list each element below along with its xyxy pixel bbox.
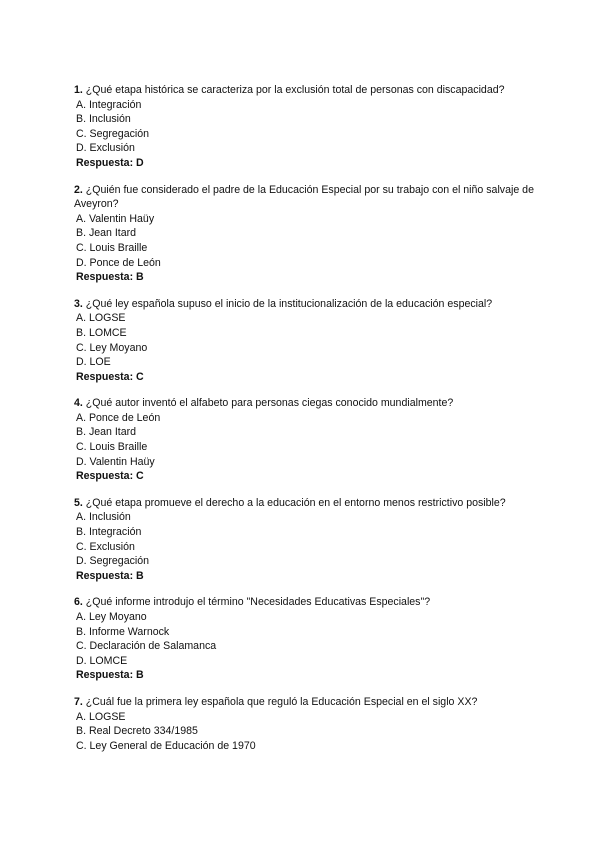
question-title: [74, 695, 544, 710]
option-a: A. Ponce de León: [76, 411, 161, 424]
option-c: C. Exclusión: [76, 540, 135, 553]
question-5: [74, 496, 544, 584]
option-c: C. Ley General de Educación de 1970: [76, 739, 256, 752]
question-number: 6.: [74, 596, 83, 609]
question-number: 7.: [74, 695, 83, 708]
question-number: 1.: [74, 84, 83, 96]
quiz-document: [74, 83, 544, 765]
question-number: 4.: [74, 397, 83, 410]
question-text: ¿Qué etapa histórica se caracteriza por la exclusión total de personas con discapacidad?: [85, 84, 505, 96]
option-b: B. Informe Warnock: [76, 625, 170, 638]
question-3: [74, 297, 544, 385]
option-c: C. Louis Braille: [76, 241, 148, 254]
option-b: B. Inclusión: [76, 113, 131, 126]
question-6: [74, 595, 544, 683]
option-a: A. LOGSE: [76, 312, 126, 325]
option-a: A. Ley Moyano: [76, 611, 147, 623]
option-c: C. Segregación: [76, 127, 150, 140]
option-a: A. Inclusión: [76, 511, 131, 524]
question-text: ¿Qué etapa promueve el derecho a la educación en el entorno menos restrictivo posible?: [85, 496, 506, 509]
answer: Respuesta: B: [76, 271, 144, 284]
question-text: ¿Qué autor inventó el alfabeto para personas ciegas conocido mundialmente?: [85, 397, 454, 410]
option-d: D. Ponce de León: [76, 256, 161, 269]
option-c: C. Ley Moyano: [76, 341, 148, 354]
answer: Respuesta: B: [76, 569, 144, 582]
option-b: B. Jean Itard: [76, 227, 137, 240]
answer: Respuesta: C: [76, 370, 144, 383]
option-b: B. Real Decreto 334/1985: [76, 725, 198, 738]
question-2: [74, 183, 544, 285]
question-1: [74, 83, 544, 171]
question-title: [74, 396, 544, 411]
question-text: ¿Qué informe introdujo el término "Necesidades Educativas Especiales"?: [85, 596, 431, 609]
question-number: 3.: [74, 297, 83, 310]
option-d: D. LOMCE: [76, 654, 128, 667]
option-b: B. LOMCE: [76, 326, 127, 339]
option-b: B. Jean Itard: [76, 426, 137, 439]
question-title: [74, 496, 544, 511]
answer: Respuesta: C: [76, 470, 144, 483]
option-a: A. Valentin Haüy: [76, 212, 155, 225]
question-number: 5.: [74, 496, 83, 509]
question-title: [74, 183, 544, 212]
question-title: [74, 297, 544, 312]
answer: Respuesta: D: [76, 156, 144, 169]
option-c: C. Louis Braille: [76, 441, 148, 454]
question-text: ¿Cuál fue la primera ley española que reguló la Educación Especial en el siglo XX?: [85, 695, 478, 708]
option-d: D. Valentin Haüy: [76, 455, 155, 468]
question-title: [74, 83, 544, 98]
question-text: ¿Quién fue considerado el padre de la Educación Especial por su trabajo con el niño salvaje de Aveyron?: [74, 183, 534, 211]
question-text: ¿Qué ley española supuso el inicio de la institucionalización de la educación especial?: [85, 297, 493, 310]
option-c: C. Declaración de Salamanca: [76, 640, 217, 653]
question-number: 2.: [74, 183, 83, 196]
option-a: A. Integración: [76, 98, 142, 111]
option-d: D. LOE: [76, 356, 111, 369]
option-d: D. Segregación: [76, 555, 150, 568]
question-title: [74, 595, 544, 610]
question-7: [74, 695, 544, 753]
option-b: B. Integración: [76, 526, 142, 539]
option-d: D. Exclusión: [76, 142, 135, 155]
question-4: [74, 396, 544, 484]
answer: Respuesta: B: [76, 669, 144, 682]
option-a: A. LOGSE: [76, 710, 126, 723]
